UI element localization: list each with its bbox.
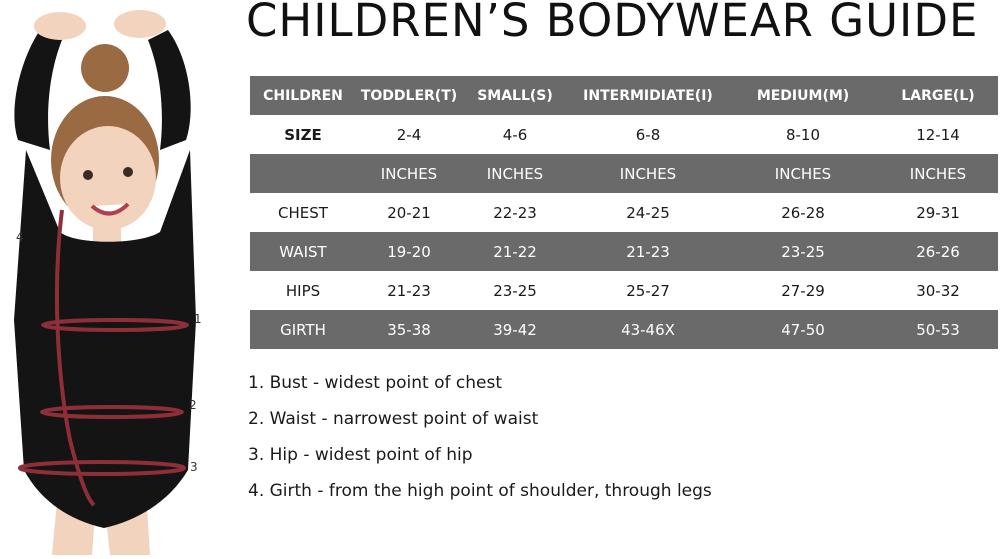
table-cell: INCHES [462,154,568,193]
table-row-hips [250,271,998,310]
table-cell: INCHES [878,154,998,193]
marker-hip: 3 [190,460,198,474]
units-row [250,154,998,193]
marker-bust: 1 [194,312,202,326]
table-cell: INCHES [728,154,878,193]
table-cell: 43-46X [568,310,728,349]
table-row-chest [250,193,998,232]
table-cell: 26-28 [728,193,878,232]
note-girth: 4. Girth - from the high point of shoulder, through legs [248,481,712,501]
table-cell [250,154,356,193]
table-cell: 21-23 [356,271,462,310]
header-cell: CHILDREN [250,76,356,115]
table-header-row [250,76,998,115]
table-cell: 21-22 [462,232,568,271]
table-cell: 30-32 [878,271,998,310]
table-cell: GIRTH [250,310,356,349]
header-cell: LARGE(L) [878,76,998,115]
table-cell: 29-31 [878,193,998,232]
table-row-waist [250,232,998,271]
table-cell: SIZE [250,115,356,154]
table-cell: 27-29 [728,271,878,310]
table-cell: 22-23 [462,193,568,232]
table-cell: 12-14 [878,115,998,154]
table-cell: WAIST [250,232,356,271]
marker-waist: 2 [189,398,197,412]
table-cell: 25-27 [568,271,728,310]
header-cell: MEDIUM(M) [728,76,878,115]
table-cell: 39-42 [462,310,568,349]
header-cell: INTERMIDIATE(I) [568,76,728,115]
note-hip: 3. Hip - widest point of hip [248,445,473,465]
table-cell: 23-25 [728,232,878,271]
table-cell: 19-20 [356,232,462,271]
table-cell: 24-25 [568,193,728,232]
table-cell: 2-4 [356,115,462,154]
header-cell: SMALL(S) [462,76,568,115]
size-chart-table [250,76,998,349]
page-title: CHILDREN’S BODYWEAR GUIDE [246,0,979,47]
table-row-girth [250,310,998,349]
table-cell: 35-38 [356,310,462,349]
table-cell: INCHES [568,154,728,193]
table-cell: 4-6 [462,115,568,154]
measurement-notes [248,370,712,514]
note-waist: 2. Waist - narrowest point of waist [248,409,539,429]
table-cell: 8-10 [728,115,878,154]
table-cell: 6-8 [568,115,728,154]
table-cell: 50-53 [878,310,998,349]
child-figure [0,0,230,555]
table-cell: 23-25 [462,271,568,310]
note-bust: 1. Bust - widest point of chest [248,373,502,393]
table-cell: INCHES [356,154,462,193]
table-cell: CHEST [250,193,356,232]
table-cell: 20-21 [356,193,462,232]
marker-girth: 4 [16,230,24,244]
table-cell: 47-50 [728,310,878,349]
header-cell: TODDLER(T) [356,76,462,115]
size-row [250,115,998,154]
table-cell: 26-26 [878,232,998,271]
table-cell: 21-23 [568,232,728,271]
table-cell: HIPS [250,271,356,310]
